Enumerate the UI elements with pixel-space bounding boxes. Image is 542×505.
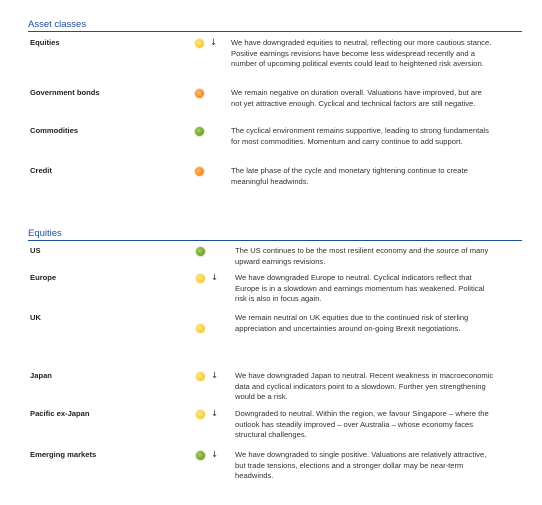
down-arrow-icon: ↓ [210, 38, 218, 48]
down-arrow-icon: ↓ [211, 409, 219, 419]
signal-yellow-icon [196, 372, 205, 381]
row-label: US [30, 246, 41, 255]
signal-green-icon [196, 451, 205, 460]
row-description: We remain negative on duration overall. Valuations have improved, but are not yet attractive enough. Cyclical and technical factors are still negative. [231, 88, 482, 108]
signal-yellow-icon [196, 410, 205, 419]
row-label: Equities [30, 38, 60, 47]
row-label: Government bonds [30, 88, 100, 97]
signal-yellow-icon [196, 324, 205, 333]
asset-classes-heading: Asset classes [28, 19, 522, 32]
row-description: We remain neutral on UK equities due to the continued risk of sterling appreciation and uncertainties around on-going Brexit negotiations. [235, 313, 469, 333]
down-arrow-icon: ↓ [211, 450, 219, 460]
signal-orange-icon [195, 89, 204, 98]
signal-yellow-icon [196, 274, 205, 283]
row-description: The cyclical environment remains supportive, leading to strong fundamentals for most commodities. Momentum and carry continue to add support. [231, 126, 489, 146]
row-description: We have downgraded to single positive. Valuations are relatively attractive, but trade tensions, elections and a stronger dollar may be near-term headwinds. [235, 450, 487, 480]
signal-green-icon [195, 127, 204, 136]
row-description: We have downgraded Europe to neutral. Cyclical indicators reflect that Europe is in a slowdown and earnings momentum has weakened. Political risk is also in focus again. [235, 273, 485, 303]
row-description: Downgraded to neutral. Within the region, we favour Singapore – where the outlook has steadily improved – over Australia – whose economy faces structural challenges. [235, 409, 489, 439]
row-label: Japan [30, 371, 52, 380]
row-label: UK [30, 313, 41, 322]
signal-green-icon [196, 247, 205, 256]
row-description: We have downgraded equities to neutral, reflecting our more cautious stance. Positive earnings revisions have become less widespread recently and a number of upcoming political events could lead to heightened risk aversion. [231, 38, 492, 68]
equities-heading: Equities [28, 228, 522, 241]
row-description: The US continues to be the most resilient economy and the source of many upward earnings revisions. [235, 246, 489, 266]
signal-orange-icon [195, 167, 204, 176]
down-arrow-icon: ↓ [211, 273, 219, 283]
row-label: Pacific ex-Japan [30, 409, 90, 418]
row-label: Europe [30, 273, 57, 282]
row-label: Emerging markets [30, 450, 97, 459]
signal-yellow-icon [195, 39, 204, 48]
row-label: Commodities [30, 126, 79, 135]
row-description: We have downgraded Japan to neutral. Recent weakness in macroeconomic data and cyclical indicators point to a slowdown. Further yen strengthening would be a risk. [235, 371, 494, 401]
row-label: Credit [30, 166, 52, 175]
row-description: The late phase of the cycle and monetary tightening continue to create meaningful headwinds. [231, 166, 468, 186]
down-arrow-icon: ↓ [211, 371, 219, 381]
